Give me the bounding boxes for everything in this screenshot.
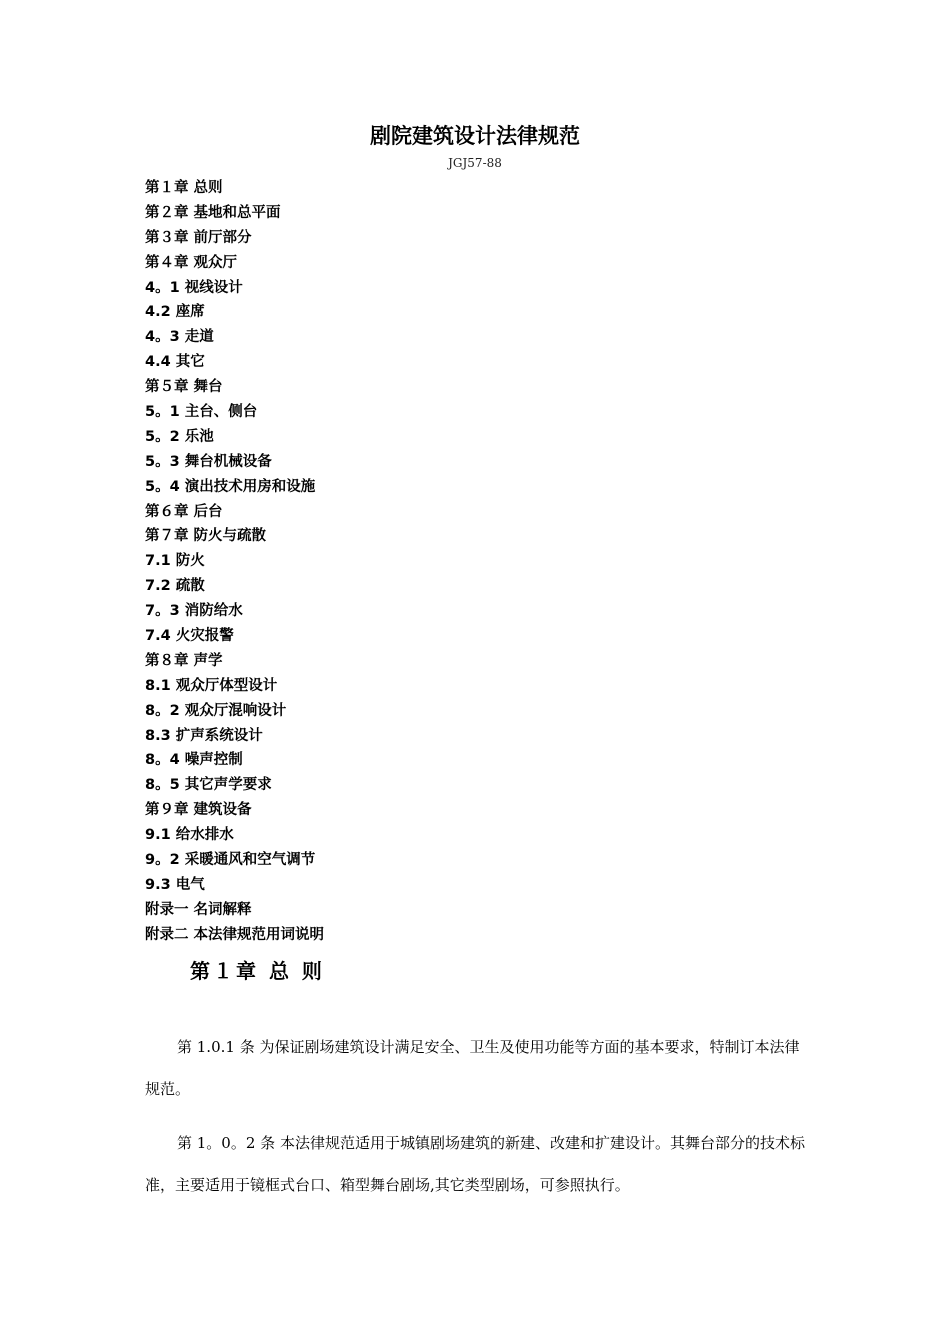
toc-item: 9.3 电气 [145,876,205,893]
toc-item: 4.4 其它 [145,354,205,371]
toc-item: 4。3 走道 [145,329,214,346]
toc-item: 第６章 后台 [145,503,223,520]
toc-item: 7.2 疏散 [145,578,205,595]
document-code: JGJ57-88 [448,156,502,170]
toc-item: 第９章 建筑设备 [145,802,252,819]
document-title: 剧院建筑设计法律规范 [370,123,580,148]
article-text: 本法律规范适用于城镇剧场建筑的新建、改建和扩建设计。其舞台部分的技术标准，主要适用于镜框式台口、箱型舞台剧场,其它类型剧场，可参照执行。 [145,1134,805,1194]
toc-item: 第２章 基地和总平面 [145,204,281,221]
toc-item: 4.2 座席 [145,304,205,321]
article-paragraph [145,1026,810,1110]
toc-item: 8。5 其它声学要求 [145,777,272,794]
toc-item: 8.3 扩声系统设计 [145,727,263,744]
toc-item: 5。2 乐池 [145,428,214,445]
toc-item: 第１章 总则 [145,180,223,196]
toc-item: 第４章 观众厅 [145,254,238,271]
toc-item: 5。3 舞台机械设备 [145,453,272,470]
article-paragraph [145,1122,810,1206]
toc-item: 8。2 观众厅混响设计 [145,702,287,719]
toc-item: 第７章 防火与疏散 [145,528,267,545]
toc-item: 第５章 舞台 [145,379,223,396]
toc-item: 8。4 噪声控制 [145,752,243,769]
toc-item: 7。3 消防给水 [145,603,243,620]
article-text: 为保证剧场建筑设计满足安全、卫生及使用功能等方面的基本要求，特制订本法律规范。 [145,1038,800,1098]
toc-item: 5。4 演出技术用房和设施 [145,478,316,495]
toc-item: 9.1 给水排水 [145,827,234,844]
toc-item: 附录一 名词解释 [145,901,252,918]
toc-item: 9。2 采暖通风和空气调节 [145,852,316,869]
toc-item: 7.1 防火 [145,553,205,570]
toc-item: 4。1 视线设计 [145,279,243,296]
toc-item: 附录二 本法律规范用词说明 [145,926,325,943]
article-number: 第 1。0。2 条 [177,1134,276,1152]
toc-item: 第８章 声学 [145,652,223,669]
toc-item: 8.1 观众厅体型设计 [145,677,278,694]
table-of-contents [145,176,324,948]
toc-item: 7.4 火灾报警 [145,628,234,645]
toc-item: 第３章 前厅部分 [145,229,252,246]
article-number: 第 1.0.1 条 [177,1038,255,1056]
chapter-heading: 第１章 总 则 [190,959,325,983]
toc-item: 5。1 主台、侧台 [145,404,258,421]
